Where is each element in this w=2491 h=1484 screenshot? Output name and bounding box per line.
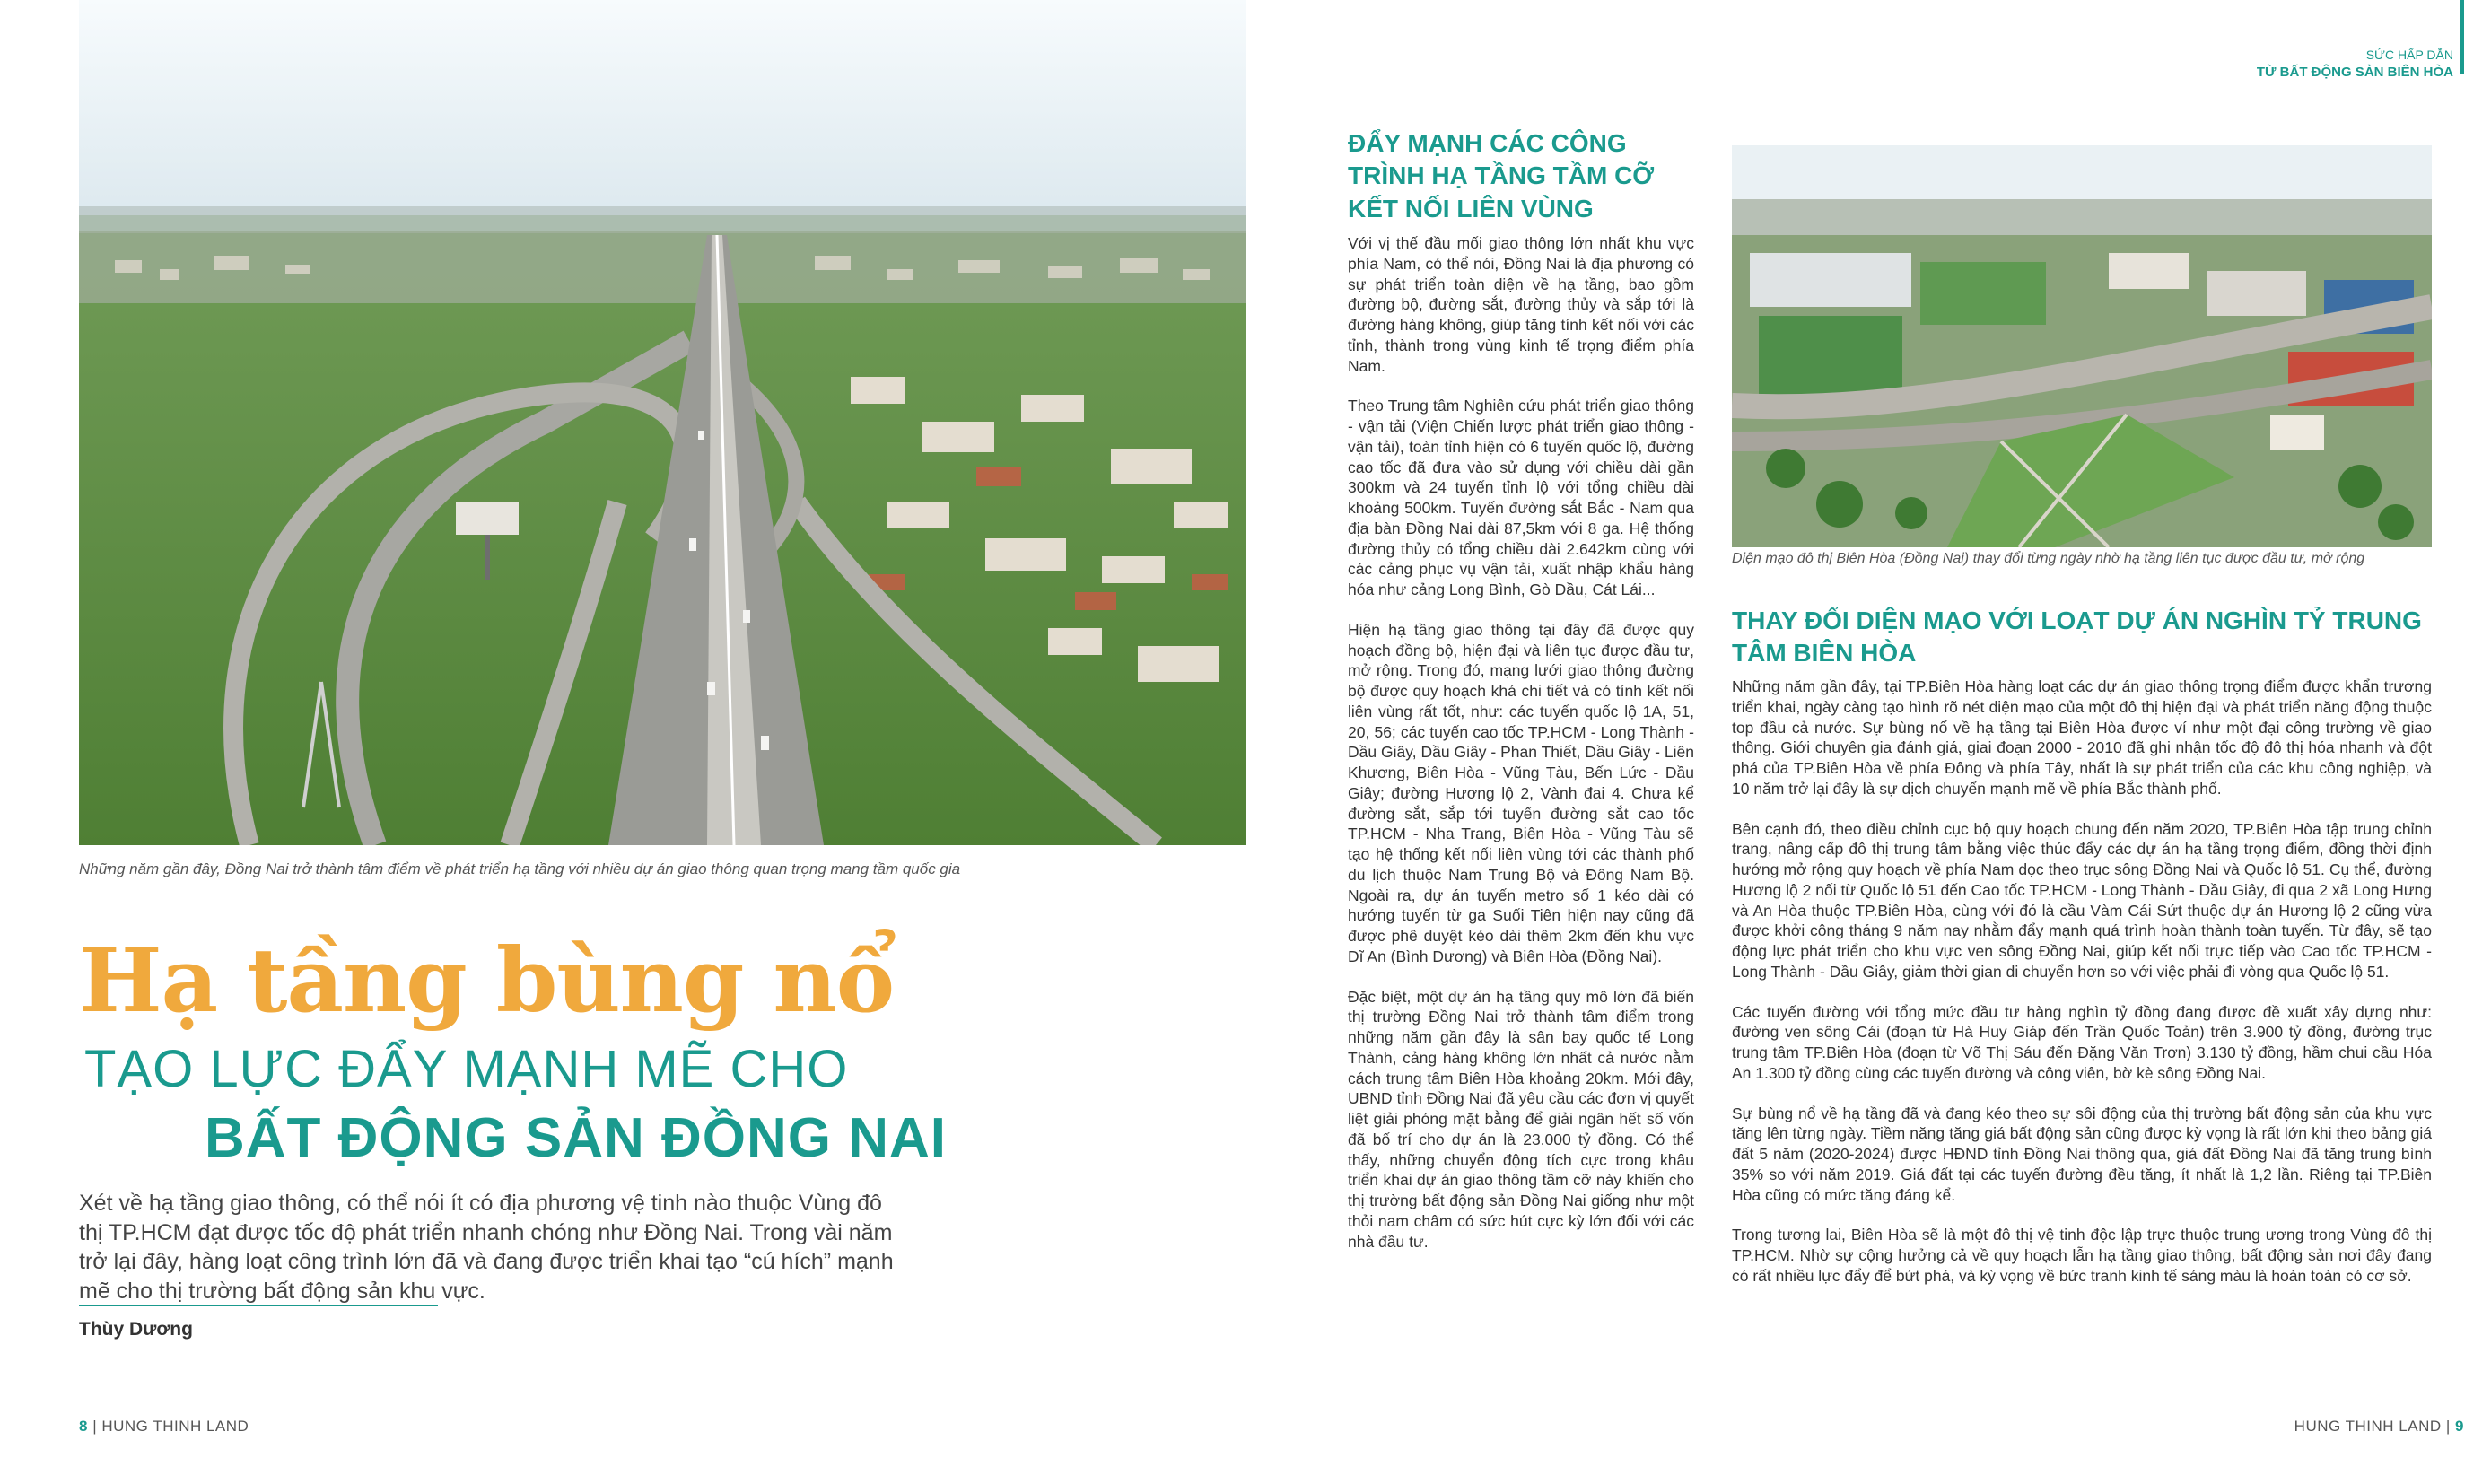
folio-brand-left: HUNG THINH LAND	[101, 1418, 249, 1435]
city-photo-caption: Diện mạo đô thị Biên Hòa (Đồng Nai) thay đổi từng ngày nhờ hạ tầng liên tục được đầu tư, mở rộng	[1732, 551, 2365, 566]
column-2-paragraph: Bên cạnh đó, theo điều chỉnh cục bộ quy hoạch chung đến năm 2020, TP.Biên Hòa tập trung chỉnh trang, nâng cấp đô thị trung tâm bằng việc thúc đẩy các dự án hạ tầng trọng điểm, đồng thời định hướng mở rộng quy hoạch về phía Nam dọc theo trục sông Đồng Nai và Quốc lộ 51. Cụ thể, đường Hương lộ 2 nối từ Quốc lộ 51 đến Cao tốc TP.HCM - Long Thành - Dầu Giây, đi qua 2 xã Long Hưng và An Hòa thuộc TP.Biên Hòa, cùng với đó là cầu Vàm Cái Sứt thuộc dự án Hương lộ 2 cũng vừa được khởi công tháng 9 năm nay nhằm đẩy mạnh quá trình hoàn thành toàn tuyến. Từ đây, sẽ tạo động lực phát triển cho khu vực ven sông Đồng Nai, giúp kết nối trực tiếp vào Cao tốc TP.HCM - Long Thành - Dầu Giây, giảm thời gian di chuyển hơn so với việc phải đi vòng qua Quốc lộ 51.	[1732, 819, 2432, 981]
column-1-heading: ĐẨY MẠNH CÁC CÔNG TRÌNH HẠ TẦNG TẦM CỠ KẾT NỐI LIÊN VÙNG	[1348, 129, 1655, 223]
section-tag-line1: SỨC HẤP DẪN	[2365, 48, 2453, 62]
article-lead: Xét về hạ tầng giao thông, có thể nói ít có địa phương vệ tinh nào thuộc Vùng đô thị TP.HCM đạt được tốc độ phát triển nhanh chóng như Đồng Nai. Trong vài năm trở lại đây, hàng loạt công trình lớn đã và đang được triển khai tạo “cú hích” mạnh mẽ cho thị trường bất động sản khu vực.	[79, 1191, 894, 1304]
column-1-paragraph: Hiện hạ tầng giao thông tại đây đã được quy hoạch đồng bộ, hiện đại và liên tục được đầu tư, mở rộng. Trong đó, mạng lưới giao thông đường bộ được quy hoạch khá chi tiết và có tính kết nối liên vùng rất tốt, như: các tuyến quốc lộ 1A, 51, 20, 56; các tuyến cao tốc TP.HCM - Long Thành - Dầu Giây, Dầu Giây - Phan Thiết, Dầu Giây - Liên Khương, Biên Hòa - Vũng Tàu, Bến Lức - Dầu Giây; đường Hương lộ 2, Vành đai 4. Chưa kể đường sắt, sắp tới tuyến đường sắt cao tốc TP.HCM - Nha Trang, Biên Hòa - Vũng Tàu sẽ tạo hệ thống kết nối liên vùng tới các thành phố du lịch thuộc Nam Trung Bộ và Đông Nam Bộ. Ngoài ra, dự án tuyến metro số 1 kéo dài có hướng tuyến từ ga Suối Tiên hiện nay cũng đã được phê duyệt kéo dài thêm 2km đến khu vực Dĩ An (Bình Dương) và Biên Hòa (Đồng Nai).	[1348, 620, 1694, 965]
article-headline: Hạ tầng bùng nổ	[79, 930, 895, 1033]
column-2-paragraph: Sự bùng nổ về hạ tầng đã và đang kéo theo sự sôi động của thị trường bất động sản của khu vực tăng lên từng ngày. Tiềm năng tăng giá bất động sản cũng được kỳ vọng là rất lớn khi theo bảng giá đất 5 năm (2020-2024) được HĐND tỉnh Đồng Nai thông qua, giá đất Đồng Nai đã tăng trung bình 35% so với năm 2019. Giá đất tại các tuyến đường đều tăng, ít nhất là 1,2 lần. Riêng tại TP.Biên Hòa cũng có mức tăng đáng kể.	[1732, 1104, 2432, 1204]
page-number-left: 8	[79, 1418, 88, 1435]
folio-right	[2294, 1418, 2464, 1436]
column-1-body	[1348, 233, 1694, 1271]
hero-photo-highway-interchange	[79, 0, 1247, 845]
lead-divider	[79, 1305, 438, 1306]
column-2-heading: THAY ĐỔI DIỆN MẠO VỚI LOẠT DỰ ÁN NGHÌN TỶ TRUNG TÂM BIÊN HÒA	[1732, 607, 2422, 668]
section-tag-bar	[2460, 0, 2464, 74]
folio-brand-right: HUNG THINH LAND	[2294, 1418, 2442, 1435]
hero-photo-caption: Những năm gần đây, Đồng Nai trở thành tâm điểm về phát triển hạ tầng với nhiều dự án giao thông quan trọng mang tầm quốc gia	[79, 860, 961, 877]
column-1-paragraph: Theo Trung tâm Nghiên cứu phát triển giao thông - vận tải (Viện Chiến lược phát triển giao thông - vận tải), toàn tỉnh hiện có 6 tuyến quốc lộ, đường cao tốc đã đưa vào sử dụng với chiều dài gần 300km và 24 tuyến tỉnh lộ với tổng chiều dài khoảng 500km. Tuyến đường sắt Bắc - Nam qua địa bàn Đồng Nai dài 87,5km với 8 ga. Hệ thống đường thủy có tổng chiều dài 2.642km cùng với các cảng phục vụ vận tải, xuất nhập khẩu hàng hóa như cảng Long Bình, Gò Dầu, Cát Lái...	[1348, 397, 1694, 598]
article-subheadline-2: BẤT ĐỘNG SẢN ĐỒNG NAI	[205, 1107, 947, 1169]
article-subheadline-1: TẠO LỰC ĐẨY MẠNH MẼ CHO	[84, 1040, 849, 1098]
column-1-paragraph: Với vị thế đầu mối giao thông lớn nhất khu vực phía Nam, có thể nói, Đồng Nai là địa phương có sự phát triển toàn diện về hạ tầng, bao gồm đường bộ, đường sắt, đường thủy và sắp tới là đường hàng không, giúp tăng tính kết nối với các tỉnh, thành trong vùng kinh tế trọng điểm phía Nam.	[1348, 234, 1694, 375]
author-byline: Thùy Dương	[79, 1319, 193, 1340]
right-page	[1246, 0, 2491, 1484]
page-number-right: 9	[2455, 1418, 2464, 1435]
column-1-paragraph: Đặc biệt, một dự án hạ tầng quy mô lớn đã biến thị trường Đồng Nai trở thành tâm điểm trong những năm gần đây là sân bay quốc tế Long Thành, cảng hàng không lớn nhất cả nước nằm cách trung tâm Biên Hòa khoảng 20km. Mới đây, UBND tỉnh Đồng Nai đã yêu cầu các đơn vị quyết liệt giải phóng mặt bằng để giải ngân hết số vốn đã bố trí cho dự án là 23.000 tỷ đồng. Có thể thấy, những chuyển động tích cực trong khâu triển khai dự án giao thông tầm cỡ này khiến cho thị trường bất động sản Đồng Nai giống như một thỏi nam châm có sức hút cực kỳ lớn đối với các nhà đầu tư.	[1348, 987, 1694, 1251]
section-tag-line2: TỪ BẤT ĐỘNG SẢN BIÊN HÒA	[2256, 64, 2453, 80]
section-tag	[2257, 47, 2453, 82]
column-2-paragraph: Trong tương lai, Biên Hòa sẽ là một đô thị vệ tinh độc lập trực thuộc trung ương trong Vùng đô thị TP.HCM. Nhờ sự cộng hưởng cả về quy hoạch lẫn hạ tầng giao thông, bất động sản nơi đây đang có rất nhiều lực đẩy để bứt phá, và kỳ vọng về bức tranh kinh tế sáng màu là hoàn toàn có cơ sở.	[1732, 1226, 2432, 1285]
column-2-paragraph: Các tuyến đường với tổng mức đầu tư hàng nghìn tỷ đồng đang được đề xuất xây dựng như: đường ven sông Cái (đoạn từ Hà Huy Giáp đến Trần Quốc Toản) trên 3.900 tỷ đồng, đường trục trung tâm TP.Biên Hòa (đoạn từ Võ Thị Sáu đến Đặng Văn Trơn) 3.130 tỷ đồng, hầm chui cầu Hóa An 1.300 tỷ đồng cùng các tuyến đường và công viên, bờ kè sông Đồng Nai.	[1732, 1002, 2432, 1082]
folio-separator: |	[2445, 1418, 2456, 1435]
column-2-body	[1732, 677, 2432, 1306]
city-aerial-illustration	[1732, 145, 2432, 547]
folio-left	[79, 1418, 249, 1436]
bien-hoa-city-photo	[1732, 145, 2432, 547]
column-2-paragraph: Những năm gần đây, tại TP.Biên Hòa hàng loạt các dự án giao thông trọng điểm được khẩn trương triển khai, ngày càng tạo hình rõ nét diện mạo của một đô thị hiện đại và phát triển năng động thuộc top đầu cả nước. Sự bùng nổ về hạ tầng tại Biên Hòa được ví như một đại công trường về giao thông. Giới chuyên gia đánh giá, giai đoạn 2000 - 2010 đã ghi nhận tốc độ đô thị hóa nhanh và đột phá của TP.Biên Hòa về phía Đông và phía Tây, nhất là sự phát triển của các khu công nghiệp, và 10 năm trở lại đây là sự dịch chuyển mạnh mẽ về phía Bắc thành phố.	[1732, 677, 2432, 798]
highway-aerial-illustration	[79, 0, 1247, 845]
folio-separator: |	[92, 1418, 102, 1435]
